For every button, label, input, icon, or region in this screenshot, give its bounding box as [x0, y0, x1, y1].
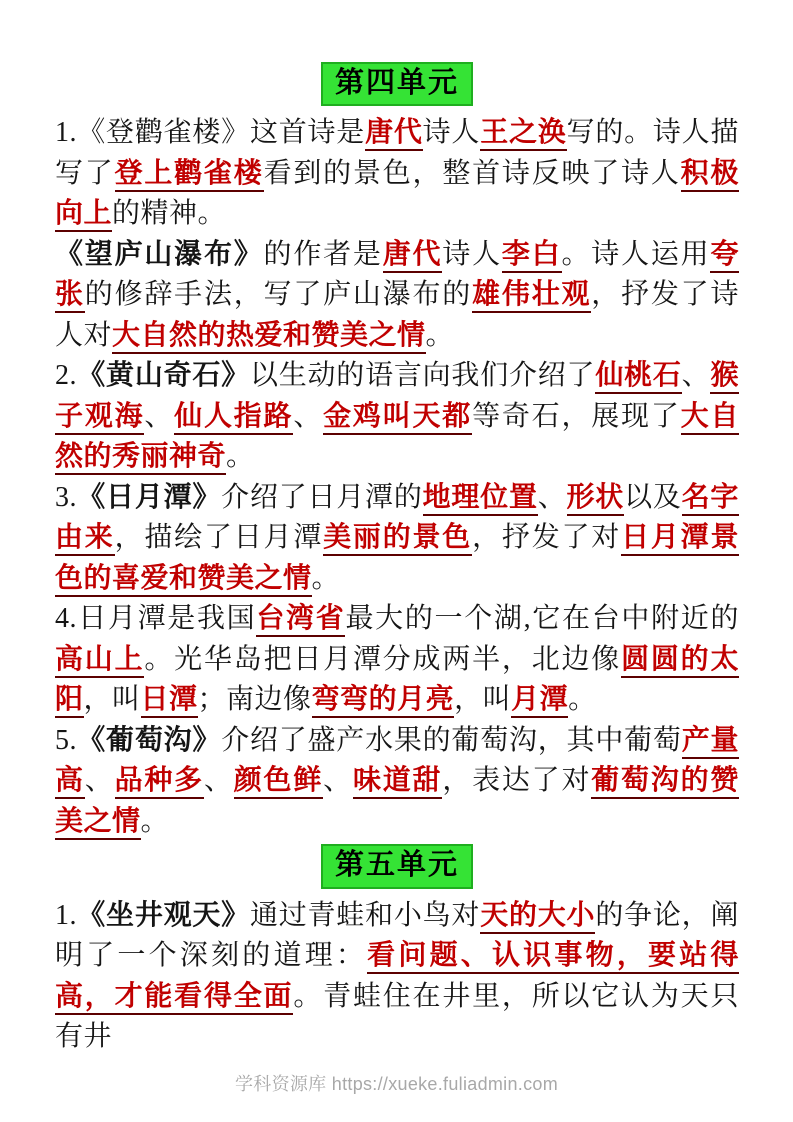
body-text: ，抒发了诗人对	[55, 279, 739, 351]
key-term: 大自然的秀丽神奇	[55, 401, 739, 476]
body-text: ，抒发了对	[472, 522, 622, 554]
body-text: 的修辞手法，写了庐山瀑布的	[84, 279, 473, 311]
body-text: 。	[568, 684, 597, 716]
body-text: 的争论，阐明了一个深刻的道理：	[55, 899, 739, 972]
lesson-title: 《日月潭》	[77, 481, 222, 513]
key-term: 唐代	[365, 117, 423, 151]
key-term: 看问题、认识事物，要站得高，才能看得全面	[55, 940, 739, 1015]
key-term: 夸张	[55, 239, 739, 314]
body-text: 3.	[55, 481, 77, 513]
body-text: 、	[144, 400, 175, 432]
key-term: 登上鹳雀楼	[115, 158, 264, 192]
lesson-title: 《黄山奇石》	[77, 360, 250, 392]
body-text: ，表达了对	[442, 765, 592, 797]
body-text: 。	[425, 319, 455, 351]
body-text: 的精神。	[112, 198, 227, 230]
section-header: 第四单元	[321, 62, 473, 106]
key-term: 仙人指路	[174, 401, 293, 435]
body-text: 看到的景色，整首诗反映了诗人	[263, 157, 681, 189]
key-term: 猴子观海	[55, 360, 739, 435]
section-header-row	[55, 62, 739, 106]
paragraph	[55, 113, 739, 235]
body-text: 介绍了盛产水果的葡萄沟，其中葡萄	[221, 724, 682, 756]
body-text: 。	[311, 562, 341, 594]
body-text: ；南边像	[197, 684, 312, 716]
key-term: 台湾省	[256, 603, 345, 637]
body-text: 、	[203, 765, 234, 797]
key-term: 王之涣	[480, 117, 566, 151]
body-text: 以生动的语言向我们介绍了	[249, 360, 596, 392]
body-text: 5.	[55, 724, 77, 756]
section-header-row	[55, 844, 739, 888]
key-term: 日潭	[141, 684, 198, 718]
document-body	[55, 62, 739, 1058]
body-text: 4.日月潭是我国	[55, 603, 257, 635]
body-text: 介绍了日月潭的	[221, 481, 423, 513]
key-term: 唐代	[383, 239, 443, 273]
key-term: 李白	[502, 239, 562, 273]
paragraph	[55, 235, 739, 357]
lesson-title: 《坐井观天》	[77, 899, 250, 931]
body-text: 最大的一个湖,它在台中附近的	[345, 603, 739, 635]
body-text: 的作者是	[263, 238, 383, 270]
body-text: 等奇石，展现了	[472, 400, 681, 432]
body-text: 、	[293, 400, 324, 432]
key-term: 颜色鲜	[234, 765, 323, 799]
key-term: 形状	[567, 482, 625, 516]
body-text: ，描绘了日月潭	[114, 522, 324, 554]
paragraph	[55, 478, 739, 600]
key-term: 金鸡叫天都	[323, 401, 472, 435]
body-text: 、	[84, 765, 115, 797]
key-term: 天的大小	[480, 900, 595, 934]
body-text: 诗人	[422, 117, 481, 149]
body-text: 2.	[55, 360, 77, 392]
key-term: 弯弯的月亮	[312, 684, 455, 718]
key-term: 名字由来	[55, 482, 739, 557]
key-term: 月潭	[511, 684, 568, 718]
paragraph	[55, 721, 739, 843]
paragraph	[55, 599, 739, 721]
body-text: 、	[681, 360, 711, 392]
key-term: 日月潭景色的喜爱和赞美之情	[55, 522, 739, 597]
lesson-title: 《葡萄沟》	[77, 724, 222, 756]
key-term: 高山上	[55, 644, 144, 678]
key-term: 美丽的景色	[323, 522, 472, 556]
body-text: 1.《登鹳雀楼》这首诗是	[55, 117, 366, 149]
body-text: ，叫	[454, 684, 512, 716]
body-text: 写的。诗人描写了	[55, 117, 739, 189]
key-term: 地理位置	[423, 482, 538, 516]
key-term: 产量高	[55, 725, 739, 800]
body-text: 。	[226, 441, 255, 473]
key-term: 仙桃石	[595, 360, 681, 394]
key-term: 大自然的热爱和赞美之情	[112, 320, 426, 354]
body-text: 、	[323, 765, 353, 797]
body-text: 。诗人运用	[561, 238, 711, 270]
key-term: 品种多	[115, 765, 204, 799]
body-text: 通过青蛙和小鸟对	[249, 899, 481, 931]
section-header: 第五单元	[321, 844, 473, 888]
body-text: 以及	[624, 481, 682, 513]
paragraph	[55, 896, 739, 1058]
body-text: 。	[140, 805, 170, 837]
body-text: 诗人	[442, 238, 502, 270]
body-text: 。青蛙住在井里，所以它认为天只有井	[55, 980, 739, 1053]
key-term: 圆圆的太阳	[55, 644, 739, 719]
footer-watermark: 学科资源库 https://xueke.fuliadmin.com	[234, 1074, 558, 1094]
body-text: 1.	[55, 899, 77, 931]
key-term: 味道甜	[353, 765, 442, 799]
key-term: 葡萄沟的赞美之情	[55, 765, 739, 840]
lesson-title: 《望庐山瀑布》	[55, 238, 264, 270]
key-term: 积极向上	[55, 158, 739, 233]
body-text: 。光华岛把日月潭分成两半，北边像	[144, 643, 622, 675]
paragraph	[55, 356, 739, 478]
body-text: ，叫	[83, 684, 141, 716]
body-text: 、	[537, 481, 567, 513]
key-term: 雄伟壮观	[472, 279, 591, 313]
